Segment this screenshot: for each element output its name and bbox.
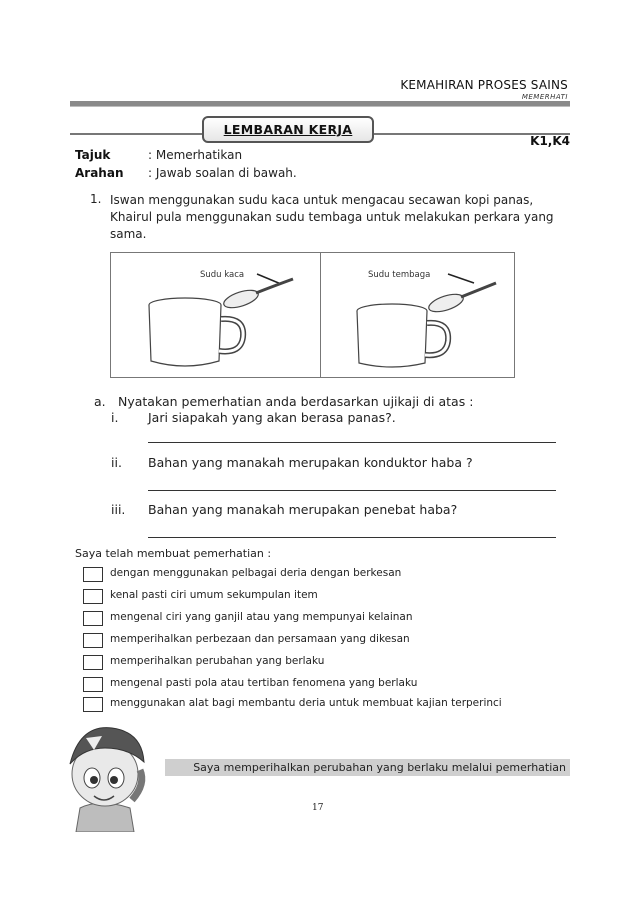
copper-spoon-mug-illustration [322, 253, 514, 377]
copper-spoon-label: Sudu tembaga [368, 270, 431, 280]
subq-2-num: ii. [111, 455, 122, 470]
checkbox-4[interactable] [83, 633, 103, 648]
subq-3-num: iii. [111, 502, 126, 517]
checklist-item-1: dengan menggunakan pelbagai deria dengan berkesan [110, 567, 402, 579]
checklist-item-6: mengenal pasti pola atau tertiban fenomena yang berlaku [110, 677, 418, 689]
checkbox-7[interactable] [83, 697, 103, 712]
tajuk-label: Tajuk [75, 148, 111, 162]
arahan-value: : Jawab soalan di bawah. [148, 166, 297, 180]
figure-divider [320, 252, 321, 378]
checklist-item-4: memperihalkan perbezaan dan persamaan yang dikesan [110, 633, 410, 645]
checkbox-2[interactable] [83, 589, 103, 604]
header-rule-thin [70, 106, 570, 107]
checkbox-6[interactable] [83, 677, 103, 692]
summary-banner: Saya memperihalkan perubahan yang berlaku melalui pemerhatian [165, 759, 570, 776]
checkbox-1[interactable] [83, 567, 103, 582]
skill-code: K1,K4 [530, 134, 570, 148]
checklist-item-3: mengenal ciri yang ganjil atau yang mempunyai kelainan [110, 611, 413, 623]
subq-1-text: Jari siapakah yang akan berasa panas?. [148, 410, 396, 425]
cartoon-boy-illustration [50, 720, 160, 832]
checklist-item-2: kenal pasti ciri umum sekumpulan item [110, 589, 318, 601]
subq-3-text: Bahan yang manakah merupakan penebat haba? [148, 502, 458, 517]
answer-line-2[interactable] [148, 490, 556, 491]
part-a-label: a. [94, 394, 106, 409]
header-title: KEMAHIRAN PROSES SAINS [400, 78, 568, 92]
worksheet-badge: LEMBARAN KERJA [202, 116, 374, 143]
page-number: 17 [312, 803, 324, 813]
question-text: Iswan menggunakan sudu kaca untuk mengacau secawan kopi panas, Khairul pula menggunakan sudu tembaga untuk melakukan perkara yang sama. [110, 193, 554, 241]
checklist-item-7: menggunakan alat bagi membantu deria untuk membuat kajian terperinci [110, 697, 502, 709]
subq-1-num: i. [111, 410, 119, 425]
answer-line-1[interactable] [148, 442, 556, 443]
checkbox-5[interactable] [83, 655, 103, 670]
glass-spoon-label: Sudu kaca [200, 270, 245, 280]
glass-spoon-mug-illustration [111, 253, 319, 377]
question-number: 1. [90, 192, 102, 206]
arahan-label: Arahan [75, 166, 124, 180]
checklist-item-5: memperihalkan perubahan yang berlaku [110, 655, 325, 667]
checklist-intro: Saya telah membuat pemerhatian : [75, 547, 272, 560]
tajuk-value: : Memerhatikan [148, 148, 243, 162]
subq-2-text: Bahan yang manakah merupakan konduktor haba ? [148, 455, 473, 470]
header-subtitle: MEMERHATI [521, 93, 568, 101]
part-a-text: Nyatakan pemerhatian anda berdasarkan ujikaji di atas : [118, 394, 474, 409]
answer-line-3[interactable] [148, 537, 556, 538]
checkbox-3[interactable] [83, 611, 103, 626]
